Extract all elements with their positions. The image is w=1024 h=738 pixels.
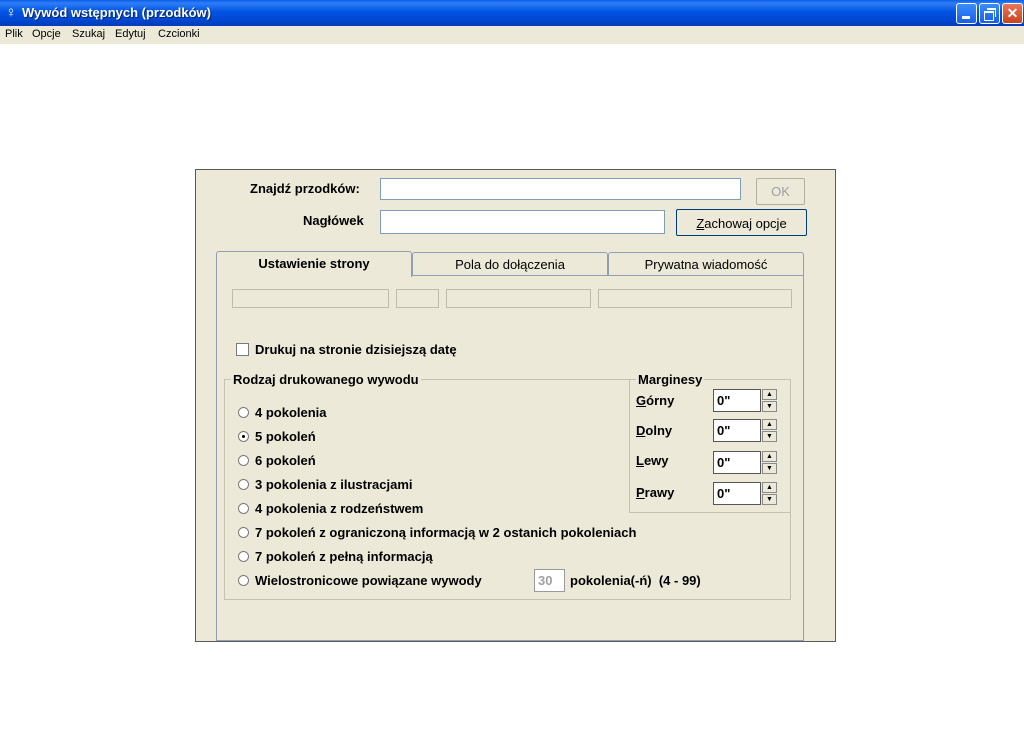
margin-top-input[interactable]: 0" bbox=[713, 389, 761, 412]
spin-down-icon[interactable]: ▼ bbox=[762, 463, 777, 474]
margin-bottom-input[interactable]: 0" bbox=[713, 419, 761, 442]
save-options-button[interactable]: Zachowaj opcje bbox=[676, 209, 807, 236]
find-ancestors-label: Znajdź przodków: bbox=[250, 181, 360, 196]
disabled-field bbox=[446, 289, 591, 308]
ok-button[interactable]: OK bbox=[756, 178, 805, 205]
tab-page-setup[interactable]: Ustawienie strony bbox=[216, 251, 412, 277]
label-7-generations-full: 7 pokoleń z pełną informacją bbox=[255, 549, 433, 564]
spin-down-icon[interactable]: ▼ bbox=[762, 494, 777, 505]
print-date-checkbox[interactable] bbox=[236, 343, 249, 356]
label-4-generations: 4 pokolenia bbox=[255, 405, 327, 420]
margins-title: Marginesy bbox=[638, 372, 703, 387]
disabled-field bbox=[396, 289, 439, 308]
menu-czcionki[interactable]: Czcionki bbox=[158, 28, 200, 40]
close-button[interactable] bbox=[1002, 3, 1023, 24]
menu-edytuj[interactable]: Edytuj bbox=[115, 28, 146, 40]
margin-right-label: Prawy bbox=[636, 485, 675, 500]
margin-bottom-spinner[interactable] bbox=[762, 419, 777, 442]
minimize-icon bbox=[962, 16, 970, 19]
menu-plik[interactable]: Plik bbox=[5, 28, 23, 40]
spin-up-icon[interactable]: ▲ bbox=[762, 419, 777, 430]
label-4-generations-siblings: 4 pokolenia z rodzeństwem bbox=[255, 501, 424, 516]
radio-4-generations[interactable] bbox=[238, 407, 249, 418]
label-3-generations-illustrated: 3 pokolenia z ilustracjami bbox=[255, 477, 413, 492]
close-icon: ✕ bbox=[1006, 5, 1019, 21]
header-input[interactable] bbox=[380, 210, 665, 234]
save-options-label: achowaj opcje bbox=[704, 216, 787, 231]
menu-bar bbox=[0, 26, 1024, 44]
print-date-label: Drukuj na stronie dzisiejszą datę bbox=[255, 342, 457, 357]
header-label: Nagłówek bbox=[303, 213, 364, 228]
margin-left-label-text: ewy bbox=[643, 453, 669, 468]
title-bar bbox=[0, 0, 1024, 26]
app-key-icon[interactable]: ♀ bbox=[5, 4, 17, 21]
spin-up-icon[interactable]: ▲ bbox=[762, 451, 777, 462]
margin-top-label-text: órny bbox=[646, 393, 675, 408]
window-title: Wywód wstępnych (przodków) bbox=[22, 5, 211, 20]
tab-fields[interactable]: Pola do dołączenia bbox=[412, 252, 608, 275]
label-5-generations: 5 pokoleń bbox=[255, 429, 316, 444]
radio-4-generations-siblings[interactable] bbox=[238, 503, 249, 514]
spin-up-icon[interactable]: ▲ bbox=[762, 389, 777, 400]
spin-down-icon[interactable]: ▼ bbox=[762, 401, 777, 412]
menu-szukaj[interactable]: Szukaj bbox=[72, 28, 106, 40]
radio-6-generations[interactable] bbox=[238, 455, 249, 466]
label-7-generations-limited: 7 pokoleń z ograniczoną informacją w 2 ostanich pokoleniach bbox=[255, 525, 637, 540]
margin-left-input[interactable]: 0" bbox=[713, 451, 761, 474]
label-multipage-linked: Wielostronicowe powiązane wywody bbox=[255, 573, 482, 588]
radio-7-generations-full[interactable] bbox=[238, 551, 249, 562]
disabled-field bbox=[232, 289, 389, 308]
generations-suffix: pokolenia(-ń) (4 - 99) bbox=[570, 573, 701, 588]
chart-type-group-title: Rodzaj drukowanego wywodu bbox=[233, 372, 419, 387]
generations-count-input[interactable]: 30 bbox=[534, 569, 565, 592]
margin-bottom-label-text: olny bbox=[645, 423, 673, 438]
spin-up-icon[interactable]: ▲ bbox=[762, 482, 777, 493]
radio-multipage-linked[interactable] bbox=[238, 575, 249, 586]
margin-right-input[interactable]: 0" bbox=[713, 482, 761, 505]
margin-top-label: Górny bbox=[636, 393, 675, 408]
spin-down-icon[interactable]: ▼ bbox=[762, 431, 777, 442]
radio-3-generations-illustrated[interactable] bbox=[238, 479, 249, 490]
label-6-generations: 6 pokoleń bbox=[255, 453, 316, 468]
radio-7-generations-limited[interactable] bbox=[238, 527, 249, 538]
margin-left-spinner[interactable] bbox=[762, 451, 777, 474]
margin-top-spinner[interactable] bbox=[762, 389, 777, 412]
margin-left-label: Lewy bbox=[636, 453, 669, 468]
radio-5-generations[interactable] bbox=[238, 431, 249, 442]
disabled-field bbox=[598, 289, 792, 308]
find-ancestors-input[interactable] bbox=[380, 178, 741, 200]
margin-bottom-label: Dolny bbox=[636, 423, 673, 438]
minimize-button[interactable] bbox=[956, 3, 977, 24]
margin-right-label-text: rawy bbox=[644, 485, 675, 500]
tab-private-message[interactable]: Prywatna wiadomość bbox=[608, 252, 804, 275]
menu-opcje[interactable]: Opcje bbox=[32, 28, 61, 40]
restore-button[interactable] bbox=[979, 3, 1000, 24]
margin-right-spinner[interactable] bbox=[762, 482, 777, 505]
